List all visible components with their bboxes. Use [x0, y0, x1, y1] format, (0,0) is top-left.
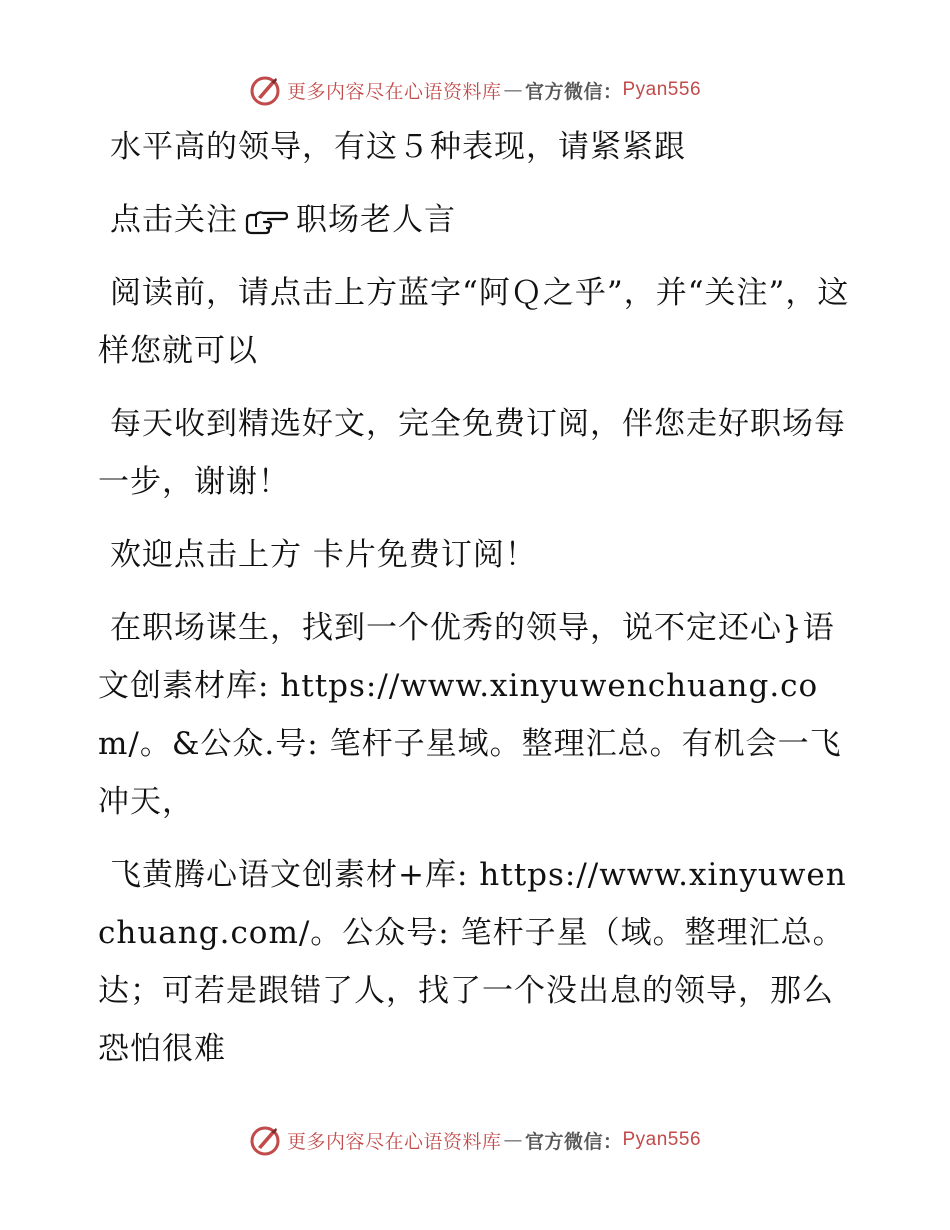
follow-prefix: 点击关注 — [110, 202, 238, 238]
header-banner — [0, 70, 950, 110]
quill-seal-icon — [249, 1124, 281, 1156]
banner-text: 更多内容尽在心语资料库 — [286, 80, 502, 103]
quill-seal-icon — [249, 74, 281, 106]
banner-wechat-id: Pyan556 — [622, 79, 702, 100]
paragraph: 飞黄腾心语文创素材+库: https://www.xinyuwenchuang.com/。公众号: 笔杆子星（域。整理汇总。达；可若是跟错了人，找了一个没出息的领导，那么恐怕很难 — [98, 857, 847, 1067]
document-title: 水平高的领导，有这５种表现，请紧紧跟 — [110, 129, 686, 165]
paragraph: 每天收到精选好文，完全免费订阅，伴您走好职场每一步，谢谢！ — [98, 406, 846, 500]
banner-separator: — — [503, 1129, 523, 1151]
paragraph: 在职场谋生，找到一个优秀的领导，说不定还心}语文创素材库: https://www.xinyuwenchuang.com/。&公众.号: 笔杆子星域。整理汇总。有机会一飞冲天， — [98, 610, 842, 820]
banner-text: 更多内容尽在心语资料库 — [286, 1130, 502, 1153]
pointing-hand-icon — [244, 207, 290, 237]
footer-banner — [0, 1120, 950, 1160]
document-body — [98, 118, 858, 1093]
paragraph: 阅读前，请点击上方蓝字“阿Ｑ之乎”，并“关注”，这样您就可以 — [98, 275, 850, 369]
banner-wechat-label: 官方微信： — [524, 1130, 623, 1153]
banner-wechat-id: Pyan556 — [622, 1129, 702, 1150]
paragraph: 欢迎点击上方 卡片免费订阅！ — [110, 537, 537, 573]
banner-separator: — — [503, 79, 523, 101]
follow-account: 职场老人言 — [296, 202, 456, 238]
follow-line — [98, 191, 858, 249]
banner-wechat-label: 官方微信： — [524, 80, 623, 103]
